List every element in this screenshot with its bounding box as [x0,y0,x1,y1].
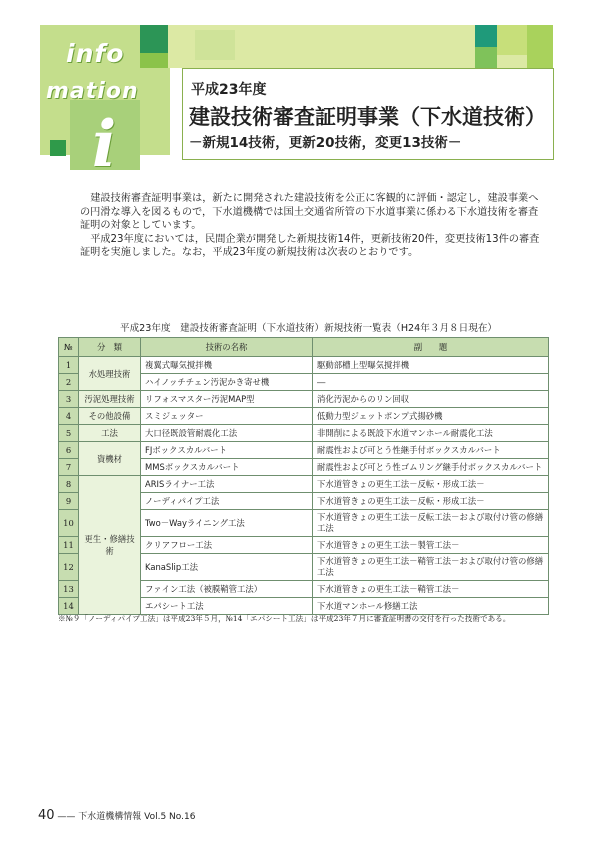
deco-square [195,30,235,60]
technology-name: クリアフロー工法 [141,537,313,554]
technology-subtitle: 下水道管きょの更生工法－鞘管工法－ [313,581,549,598]
table-row [59,408,549,425]
page-subtitle: －新規14技術，更新20技術，変更13技術－ [189,135,462,151]
row-number: 3 [59,391,79,408]
technology-name: ハイノッチチェン汚泥かき寄せ機 [141,374,313,391]
technology-name: ARISライナー工法 [141,476,313,493]
table-footnote: ※№９「ノーディパイプ工法」は平成23年５月，№14「エパシート工法」は平成23年７月に審査証明書の交付を行った技術である。 [58,614,511,623]
technology-subtitle: 低動力型ジェットポンプ式揚砂機 [313,408,549,425]
category-cell: 資機材 [79,442,141,476]
technology-subtitle: 下水道管きょの更生工法－反転工法－および取付け管の修繕工法 [313,510,549,537]
table-row [59,391,549,408]
page-number: 40 [38,808,55,823]
deco-square [497,25,527,55]
logo-word: info [66,39,125,68]
deco-square [475,47,497,68]
page-footer [38,808,195,823]
technology-name: MMSボックスカルバート [141,459,313,476]
category-cell: 工法 [79,425,141,442]
row-number: 1 [59,357,79,374]
technology-table [58,337,549,615]
row-number: 10 [59,510,79,537]
column-header: 分 類 [79,338,141,357]
category-cell: 更生・修繕技術 [79,476,141,615]
category-cell: その他設備 [79,408,141,425]
category-cell: 汚泥処理技術 [79,391,141,408]
technology-name: リフォスマスター汚泥MAP型 [141,391,313,408]
column-header: № [59,338,79,357]
technology-subtitle: 下水道管きょの更生工法－反転・形成工法－ [313,476,549,493]
technology-subtitle: 下水道管きょの更生工法－反転・形成工法－ [313,493,549,510]
technology-name: 複翼式曝気撹拌機 [141,357,313,374]
row-number: 8 [59,476,79,493]
technology-subtitle: 耐震性および可とう性ゴムリング継手付ボックスカルバート [313,459,549,476]
page-title: 建設技術審査証明事業（下水道技術） [189,105,546,129]
technology-name: FJボックスカルバート [141,442,313,459]
column-header: 副 題 [313,338,549,357]
info-logo [40,25,180,182]
row-number: 2 [59,374,79,391]
column-header: 技術の名称 [141,338,313,357]
row-number: 6 [59,442,79,459]
logo-word: mation [46,79,139,104]
table-header-row [59,338,549,357]
deco-square [527,25,553,68]
table-row [59,442,549,459]
technology-name: エパシート工法 [141,598,313,615]
deco-square [475,25,497,47]
row-number: 11 [59,537,79,554]
row-number: 12 [59,554,79,581]
intro-text [80,192,548,260]
technology-name: 大口径既設管耐震化工法 [141,425,313,442]
title-year: 平成23年度 [191,82,267,98]
table-caption: 平成23年度 建設技術審査証明（下水道技術）新規技術一覧表（H24年３月８日現在） [120,323,498,334]
technology-subtitle: 下水道管きょの更生工法－鞘管工法－および取付け管の修繕工法 [313,554,549,581]
technology-subtitle: 駆動部槽上型曝気撹拌機 [313,357,549,374]
table-row [59,476,549,493]
technology-subtitle: 耐震性および可とう性継手付ボックスカルバート [313,442,549,459]
technology-name: スミジェッター [141,408,313,425]
category-cell: 水処理技術 [79,357,141,391]
row-number: 5 [59,425,79,442]
technology-subtitle: 下水道マンホール修繕工法 [313,598,549,615]
row-number: 13 [59,581,79,598]
row-number: 7 [59,459,79,476]
technology-subtitle: 非開削による既設下水道マンホール耐震化工法 [313,425,549,442]
intro-paragraph: 建設技術審査証明事業は，新たに開発された建設技術を公正に客観的に評価・認定し，建設事業への円滑な導入を図るもので，下水道機構では国土交通省所管の下水道事業に係わる下水道技術を審査証明の対象としています。 [80,193,539,232]
technology-name: ノーディパイプ工法 [141,493,313,510]
row-number: 14 [59,598,79,615]
table-row [59,425,549,442]
row-number: 4 [59,408,79,425]
technology-subtitle: ― [313,374,549,391]
title-box [182,68,554,160]
intro-paragraph: 平成23年度においては，民間企業が開発した新規技術14件，更新技術20件，変更技術13件の審査証明を実施しました。なお，平成23年度の新規技術は次表のとおりです。 [80,233,540,259]
technology-subtitle: 消化汚泥からのリン回収 [313,391,549,408]
technology-name: ファイン工法（被膜鞘管工法） [141,581,313,598]
technology-name: Two－Wayライニング工法 [141,510,313,537]
row-number: 9 [59,493,79,510]
table-row [59,357,549,374]
technology-name: KanaSlip工法 [141,554,313,581]
technology-subtitle: 下水道管きょの更生工法－製管工法－ [313,537,549,554]
logo-word: i [92,107,118,182]
publication-name: —— 下水道機構情報 Vol.5 No.16 [57,812,196,822]
